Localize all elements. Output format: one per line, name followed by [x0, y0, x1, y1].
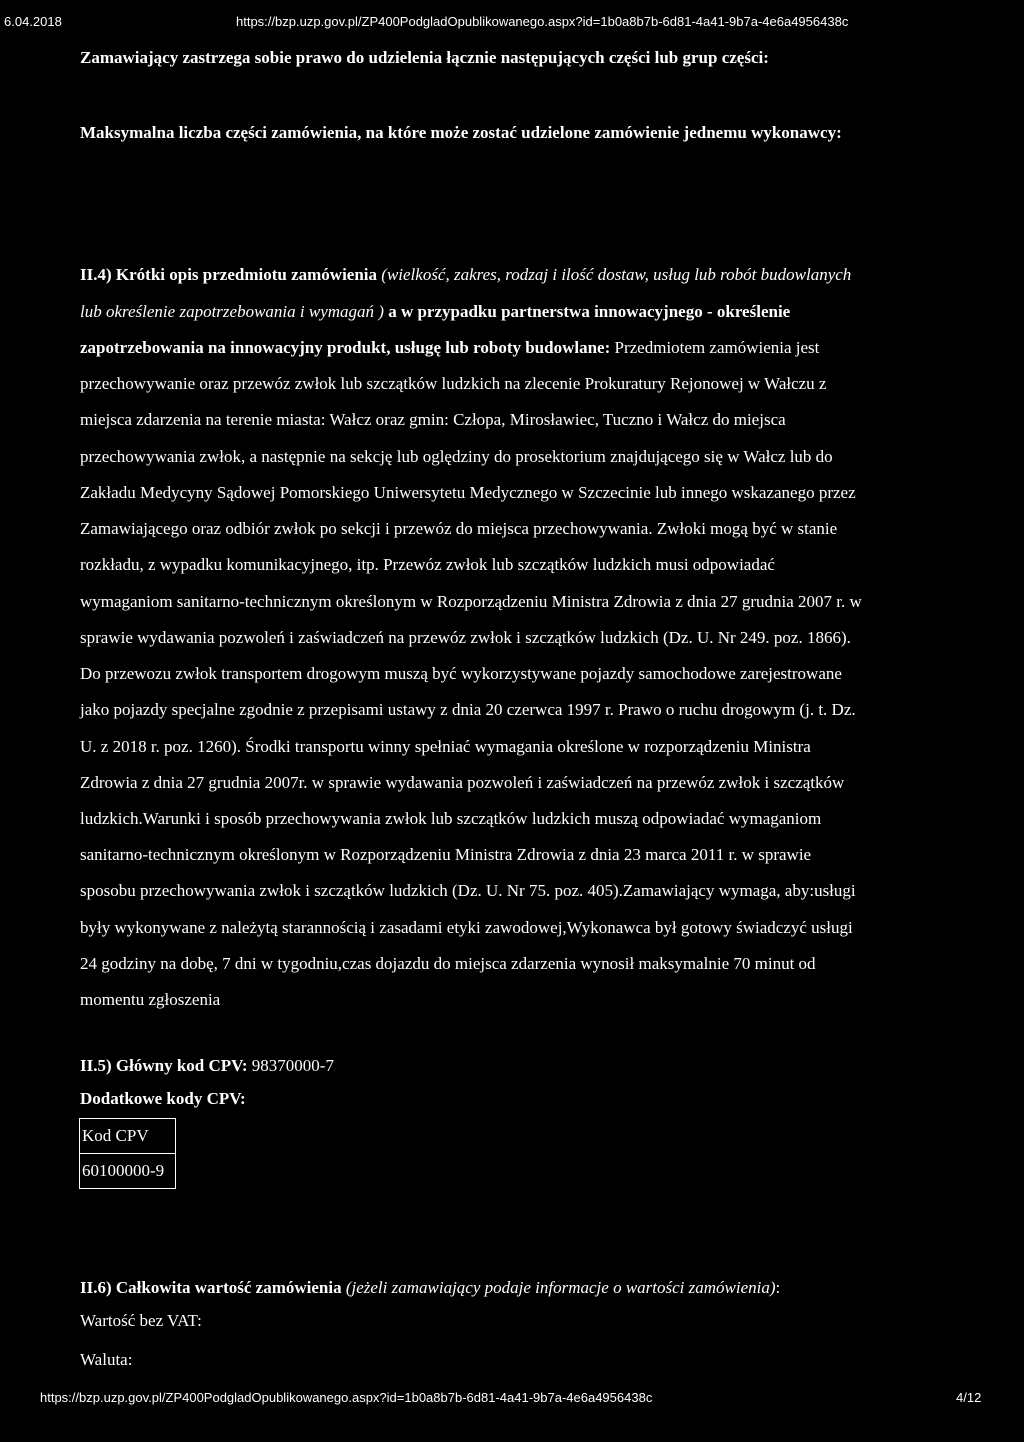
section-ii4-heading-line-2 — [80, 302, 790, 322]
cpv-table-header: Kod CPV — [80, 1119, 176, 1154]
max-parts-line — [80, 123, 842, 143]
section-ii4-title: II.4) Krótki opis przedmiotu zamówienia — [80, 265, 382, 284]
section-ii4-text-start: Przedmiotem zamówienia jest — [610, 338, 820, 357]
table-row — [80, 1119, 176, 1154]
additional-cpv-heading — [80, 1089, 246, 1109]
section-ii4-text-line: Zakładu Medycyny Sądowej Pomorskiego Uniwersytetu Medycznego w Szczecinie lub innego wskazanego przez — [80, 483, 856, 502]
reservation-text: Zamawiający zastrzega sobie prawo do udzielenia łącznie następujących części lub grup części: — [80, 48, 769, 67]
value-without-vat-label: Wartość bez VAT: — [80, 1311, 202, 1330]
section-ii4-text-line: Zamawiającego oraz odbiór zwłok po sekcji i przewóz do miejsca przechowywania. Zwłoki mogą być w stanie — [80, 519, 838, 538]
section-ii4-text-line: jako pojazdy specjalne zgodnie z przepisami ustawy z dnia 20 czerwca 1997 r. Prawo o ruchu drogowym (j. t. Dz. — [80, 700, 856, 719]
section-ii4-text-line: sprawie wydawania pozwoleń i zaświadczeń na przewóz zwłok i szczątków ludzkich (Dz. U. Nr 249. poz. 1866). — [80, 628, 851, 647]
print-footer-url: https://bzp.uzp.gov.pl/ZP400PodgladOpublikowanego.aspx?id=1b0a8b7b-6d81-4a41-9b7a-4e6a4956438c — [40, 1390, 653, 1405]
section-ii4-note-2: lub określenie zapotrzebowania i wymagań ) — [80, 302, 384, 321]
print-date: 6.04.2018 — [4, 14, 62, 29]
additional-cpv-table — [79, 1118, 176, 1189]
section-ii6-heading — [80, 1278, 780, 1298]
section-ii4-text-line: 24 godziny na dobę, 7 dni w tygodniu,czas dojazdu do miejsca zdarzenia wynosił maksymalnie 70 minut od — [80, 954, 816, 973]
section-ii4-text-line: przechowywania zwłok, a następnie na sekcję lub oględziny do prosektorium znajdującego się w Wałcz lub do — [80, 447, 833, 466]
section-ii4-title-3: zapotrzebowania na innowacyjny produkt, usługę lub roboty budowlane: — [80, 338, 611, 357]
max-parts-text: Maksymalna liczba części zamówienia, na które może zostać udzielone zamówienie jednemu wykonawcy: — [80, 123, 842, 142]
section-ii6-colon: : — [775, 1278, 781, 1297]
section-ii4-text-line: Zdrowia z dnia 27 grudnia 2007r. w sprawie wydawania pozwoleń i zaświadczeń na przewóz zwłok i szczątków — [80, 773, 845, 792]
main-cpv-code: 98370000-7 — [247, 1056, 334, 1075]
section-ii5-label: II.5) Główny kod CPV: — [80, 1056, 248, 1075]
additional-cpv-label: Dodatkowe kody CPV: — [80, 1089, 246, 1108]
table-row — [80, 1154, 176, 1189]
section-ii4-text-line: wymaganiom sanitarno-technicznym określonym w Rozporządzeniu Ministra Zdrowia z dnia 27 grudnia 2007 r. w — [80, 592, 862, 611]
section-ii4-heading-line-3 — [80, 338, 819, 358]
section-ii4-text-line: momentu zgłoszenia — [80, 990, 221, 1009]
page-number: 4/12 — [956, 1390, 982, 1405]
section-ii4-title-2: a w przypadku partnerstwa innowacyjnego - określenie — [383, 302, 791, 321]
section-ii4-text-line: sposobu przechowywania zwłok i szczątków ludzkich (Dz. U. Nr 75. poz. 405).Zamawiający wymaga, aby:usługi — [80, 881, 856, 900]
section-ii4-text-line: miejsca zdarzenia na terenie miasta: Wałcz oraz gmin: Człopa, Mirosławiec, Tuczno i Wałcz do miejsca — [80, 410, 786, 429]
section-ii4-text-line: sanitarno-technicznym określonym w Rozporządzeniu Ministra Zdrowia z dnia 23 marca 2011 r. w sprawie — [80, 845, 812, 864]
section-ii4-text-line: Do przewozu zwłok transportem drogowym muszą być wykorzystywane pojazdy samochodowe zarejestrowane — [80, 664, 842, 683]
section-ii4-heading-line-1 — [80, 265, 851, 285]
section-ii5-main-cpv — [80, 1056, 334, 1076]
section-ii4-note-1: (wielkość, zakres, rodzaj i ilość dostaw, usług lub robót budowlanych — [381, 265, 852, 284]
cpv-table-value: 60100000-9 — [80, 1154, 176, 1189]
section-ii4-text-line: ludzkich.Warunki i sposób przechowywania zwłok lub szczątków ludzkich muszą odpowiadać wymaganiom — [80, 809, 822, 828]
section-ii4-text-line: rozkładu, z wypadku komunikacyjnego, itp. Przewóz zwłok lub szczątków ludzkich musi odpowiadać — [80, 555, 775, 574]
section-ii4-text-line: były wykonywane z należytą starannością i zasadami etyki zawodowej,Wykonawca był gotowy świadczyć usługi — [80, 918, 853, 937]
section-ii4-text-line: przechowywanie oraz przewóz zwłok lub szczątków ludzkich na zlecenie Prokuratury Rejonowej w Wałczu z — [80, 374, 827, 393]
section-ii6-note: (jeżeli zamawiający podaje informacje o wartości zamówienia) — [345, 1278, 776, 1297]
print-header-url: https://bzp.uzp.gov.pl/ZP400PodgladOpublikowanego.aspx?id=1b0a8b7b-6d81-4a41-9b7a-4e6a4956438c — [236, 14, 849, 29]
section-ii6-title: II.6) Całkowita wartość zamówienia — [80, 1278, 346, 1297]
section-ii4-text-line: U. z 2018 r. poz. 1260). Środki transportu winny spełniać wymagania określone w rozporządzeniu Ministra — [80, 737, 811, 756]
reservation-line — [80, 48, 769, 68]
currency-label: Waluta: — [80, 1350, 133, 1369]
